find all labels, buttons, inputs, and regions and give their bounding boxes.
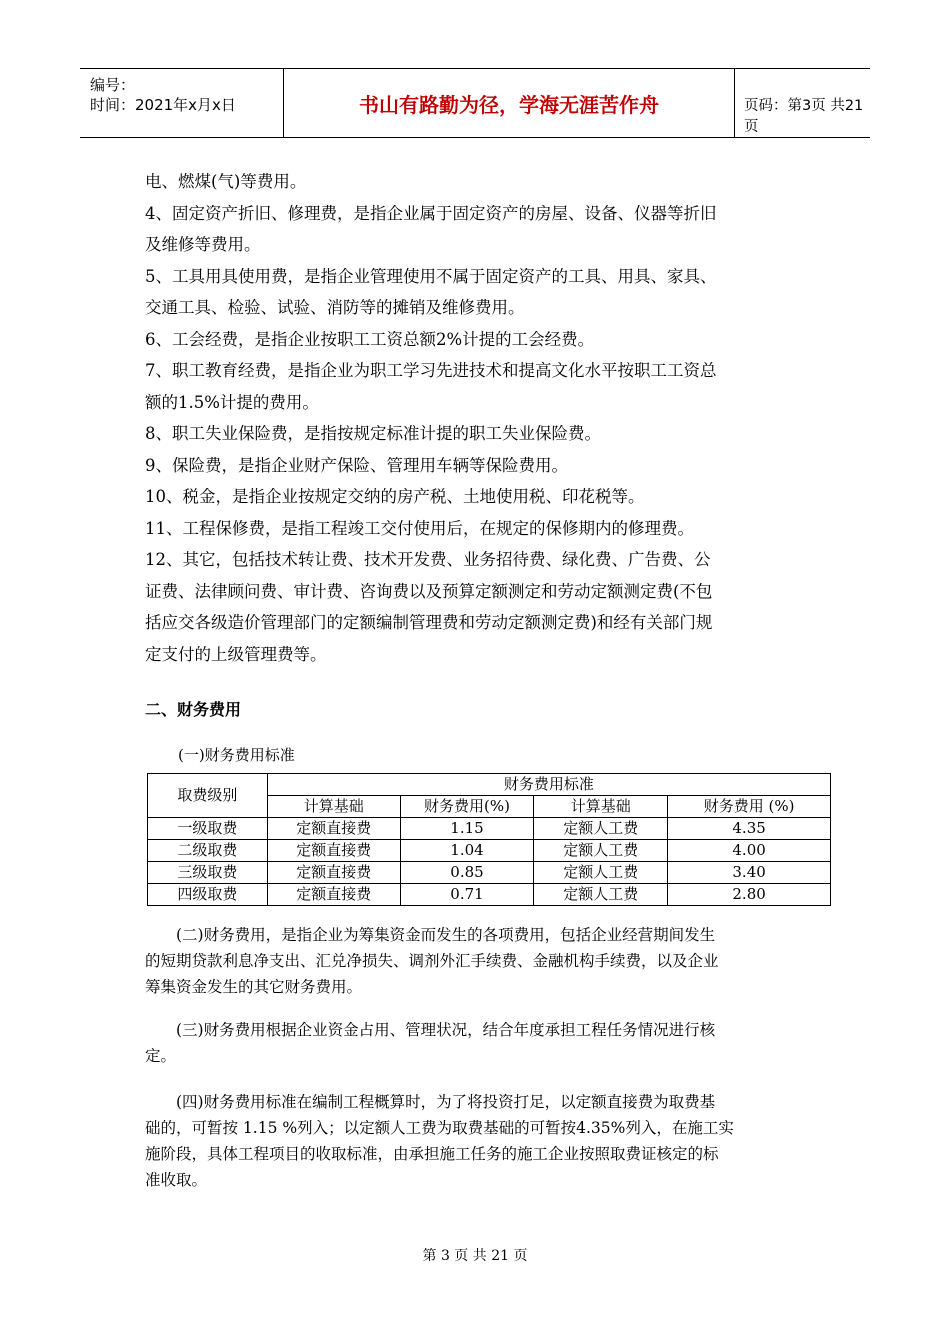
paragraph-line: 准收取。 [145,1171,208,1189]
table-row [148,884,831,906]
table-caption: (一)财务费用标准 [178,746,295,764]
paragraph-line: 筹集资金发生的其它财务费用。 [145,978,363,996]
table-cell: 定额直接费 [267,862,400,884]
table-cell: 1.04 [400,840,534,862]
paragraph-finance-cost-standard [145,1089,805,1193]
paragraph-line: 定支付的上级管理费等。 [145,644,327,664]
page-footer: 第 3 页 共 21 页 [422,1248,528,1264]
table-cell: 3.40 [668,862,831,884]
paragraph-line: 8、职工失业保险费，是指按规定标准计提的职工失业保险费。 [145,424,601,443]
table-cell: 定额人工费 [534,884,668,906]
table-header-cell: 财务费用(%) [400,796,534,818]
paragraph-line: (二)财务费用，是指企业为筹集资金而发生的各项费用，包括企业经营期间发生 [145,926,716,944]
page-header [80,68,870,138]
table-cell: 4.00 [668,840,831,862]
table-cell: 三级取费 [148,862,268,884]
table-cell: 定额人工费 [534,818,668,840]
table-cell: 4.35 [668,818,831,840]
header-motto: 书山有路勤为径，学海无涯苦作舟 [359,92,659,117]
number-label: 编号： [90,76,136,94]
table-cell: 四级取费 [148,884,268,906]
paragraph-line: 4、固定资产折旧、修理费，是指企业属于固定资产的房屋、设备、仪器等折旧 [145,203,717,223]
paragraph-line: (三)财务费用根据企业资金占用、管理状况，结合年度承担工程任务情况进行核 [145,1021,716,1039]
paragraph-line: 7、职工教育经费，是指企业为职工学习先进技术和提高文化水平按职工工资总 [145,361,717,380]
fee-table [147,773,831,906]
table-cell: 定额直接费 [267,818,400,840]
paragraph-line: 交通工具、检验、试验、消防等的摊销及维修费用。 [145,298,525,317]
header-divider [734,69,735,137]
paragraph-line: (四)财务费用标准在编制工程概算时，为了将投资打足，以定额直接费为取费基 [145,1093,716,1111]
table-cell: 1.15 [400,818,534,840]
table-header-cell: 计算基础 [267,796,400,818]
table-cell: 定额人工费 [534,840,668,862]
paragraph-line: 10、税金，是指企业按规定交纳的房产税、土地使用税、印花税等。 [145,487,645,506]
table-cell: 二级取费 [148,840,268,862]
header-page-info: 页码：第3页 共21页 [744,98,864,135]
paragraph-line: 的短期贷款利息净支出、汇兑净损失、调剂外汇手续费、金融机构手续费，以及企业 [145,952,719,970]
paragraph-line: 9、保险费，是指企业财产保险、管理用车辆等保险费用。 [145,455,568,475]
table-cell: 定额直接费 [267,884,400,906]
paragraph-line: 定。 [145,1047,177,1065]
time-label: 时间：2021年x月x日 [90,96,236,114]
paragraph-line: 电、燃煤(气)等费用。 [145,172,307,191]
table-row [148,862,831,884]
paragraph-line: 证费、法律顾问费、审计费、咨询费以及预算定额测定和劳动定额测定费(不包 [145,581,713,601]
header-meta [80,69,283,137]
table-cell: 2.80 [668,884,831,906]
table-row [148,840,831,862]
table-cell: 定额直接费 [267,840,400,862]
body-paragraphs [145,166,805,670]
table-header-cell: 计算基础 [534,796,668,818]
section-title: 二、财务费用 [145,700,242,719]
table-header-cell: 财务费用标准 [267,774,830,796]
paragraph-line: 础的，可暂按 1.15 %列入；以定额人工费为取费基础的可暂按4.35%列入，在施工实 [145,1119,734,1137]
paragraph-finance-cost-definition [145,922,805,1000]
paragraph-line: 及维修等费用。 [145,235,261,254]
table-header-row [148,774,831,796]
paragraph-line: 施阶段，具体工程项目的收取标准，由承担施工任务的施工企业按照取费证核定的标 [145,1145,719,1163]
paragraph-line: 11、工程保修费，是指工程竣工交付使用后，在规定的保修期内的修理费。 [145,518,694,538]
table-header-cell: 取费级别 [148,774,268,818]
paragraph-finance-cost-basis [145,1017,805,1069]
paragraph-line: 额的1.5%计提的费用。 [145,392,319,412]
table-cell: 0.71 [400,884,534,906]
table-cell: 一级取费 [148,818,268,840]
table-header-cell: 财务费用 (%) [668,796,831,818]
paragraph-line: 5、工具用具使用费，是指企业管理使用不属于固定资产的工具、用具、家具、 [145,266,717,286]
table-row [148,818,831,840]
table-cell: 定额人工费 [534,862,668,884]
table-cell: 0.85 [400,862,534,884]
paragraph-line: 6、工会经费，是指企业按职工工资总额2%计提的工会经费。 [145,329,595,349]
paragraph-line: 括应交各级造价管理部门的定额编制管理费和劳动定额测定费)和经有关部门规 [145,613,713,632]
paragraph-line: 12、其它，包括技术转让费、技术开发费、业务招待费、绿化费、广告费、公 [145,550,711,569]
